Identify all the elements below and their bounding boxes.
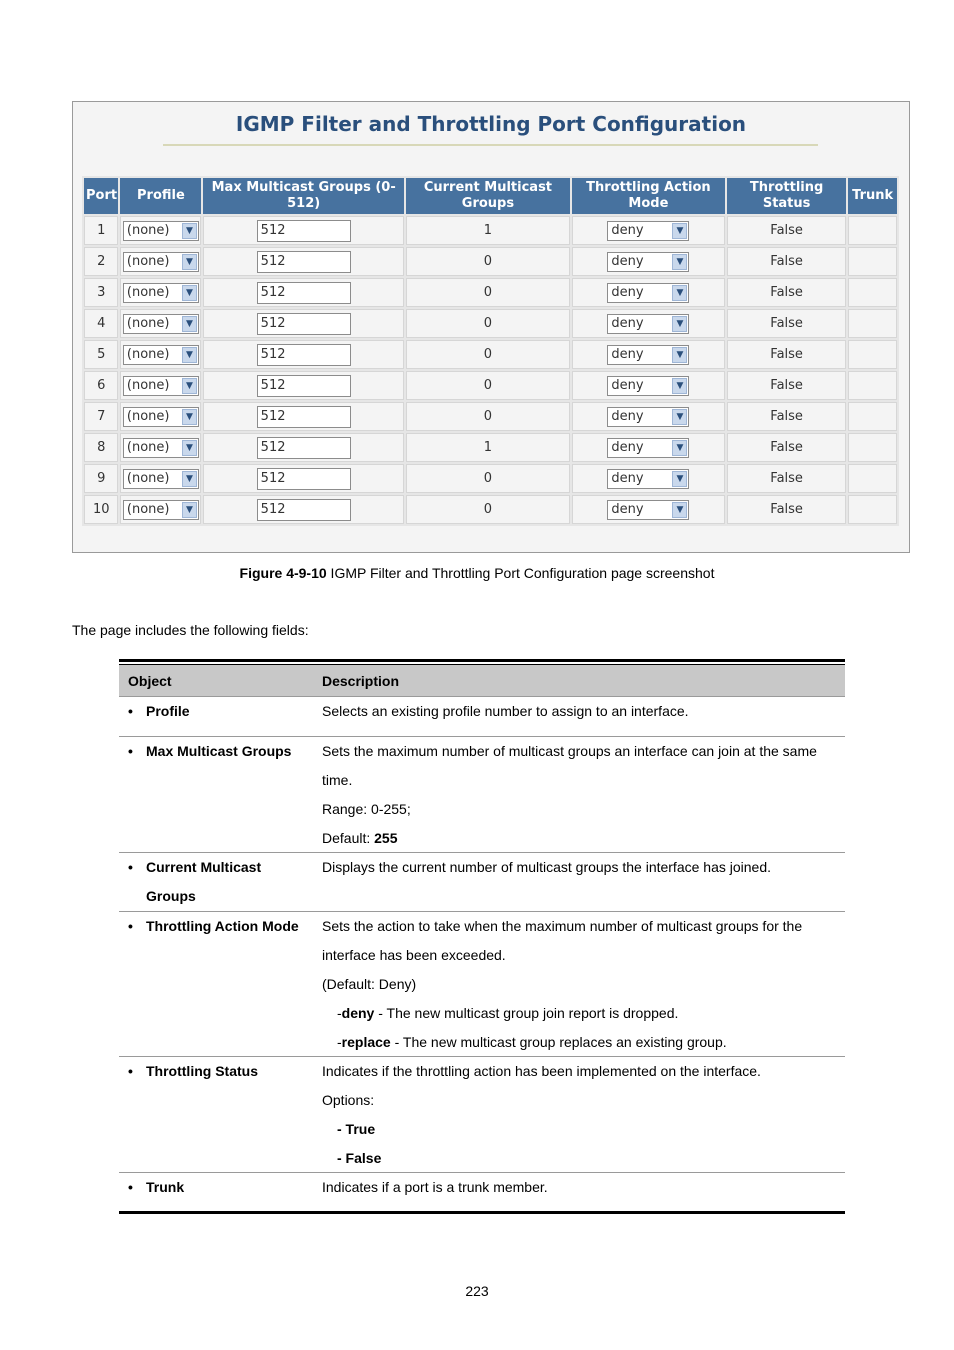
current-groups-cell: 0 — [406, 464, 570, 493]
max-groups-cell — [203, 433, 404, 462]
trunk-cell — [848, 309, 897, 338]
profile-cell — [120, 340, 201, 369]
port-cell: 7 — [84, 402, 118, 431]
header-port: Port — [84, 178, 118, 214]
table-row — [84, 247, 897, 276]
port-cell: 1 — [84, 216, 118, 245]
max-default-value: 255 — [374, 830, 398, 846]
trunk-cell — [848, 340, 897, 369]
max-groups-input[interactable]: 512 — [257, 499, 351, 521]
port-cell: 9 — [84, 464, 118, 493]
bullet-icon: • — [128, 859, 133, 875]
object-throttling-action-mode: Throttling Action Mode — [146, 918, 299, 934]
chevron-down-icon[interactable]: ▼ — [672, 502, 687, 518]
trunk-cell — [848, 433, 897, 462]
trunk-cell — [848, 402, 897, 431]
max-groups-input[interactable]: 512 — [257, 406, 351, 428]
figure-caption-text: IGMP Filter and Throttling Port Configuration page screenshot — [326, 565, 715, 581]
screenshot-title: IGMP Filter and Throttling Port Configuration — [235, 112, 747, 136]
intro-text: The page includes the following fields: — [72, 622, 309, 638]
action-mode-cell — [572, 495, 725, 524]
description-throttling-action-mode: Sets the action to take when the maximum number of multicast groups for the interface has been exceeded. — [322, 918, 803, 963]
chevron-down-icon[interactable]: ▼ — [182, 223, 197, 239]
mode-deny-option: -deny - The new multicast group join report is dropped. — [337, 1005, 679, 1021]
object-profile: Profile — [146, 703, 190, 719]
profile-cell — [120, 247, 201, 276]
throttling-status-cell: False — [727, 464, 846, 493]
current-groups-cell: 1 — [406, 433, 570, 462]
action-mode-select[interactable]: deny ▼ — [607, 314, 689, 334]
bullet-icon: • — [128, 1063, 133, 1079]
profile-cell — [120, 216, 201, 245]
port-cell: 6 — [84, 371, 118, 400]
profile-select[interactable]: (none) ▼ — [123, 500, 199, 520]
action-mode-cell — [572, 278, 725, 307]
max-groups-cell — [203, 216, 404, 245]
profile-cell — [120, 433, 201, 462]
action-mode-cell — [572, 216, 725, 245]
table-row — [84, 340, 897, 369]
action-mode-select[interactable]: deny ▼ — [607, 283, 689, 303]
max-groups-cell — [203, 371, 404, 400]
action-mode-cell — [572, 433, 725, 462]
mode-replace-option: -replace - The new multicast group replaces an existing group. — [337, 1034, 727, 1050]
header-trunk: Trunk — [848, 178, 897, 214]
action-mode-cell — [572, 402, 725, 431]
description-trunk: Indicates if a port is a trunk member. — [322, 1179, 548, 1195]
max-groups-cell — [203, 340, 404, 369]
chevron-down-icon[interactable]: ▼ — [672, 409, 687, 425]
chevron-down-icon[interactable]: ▼ — [182, 254, 197, 270]
profile-cell — [120, 464, 201, 493]
max-groups-input[interactable]: 512 — [257, 375, 351, 397]
current-groups-cell: 0 — [406, 340, 570, 369]
throttling-status-cell: False — [727, 433, 846, 462]
chevron-down-icon[interactable]: ▼ — [182, 409, 197, 425]
table-row — [84, 309, 897, 338]
throttling-status-cell: False — [727, 371, 846, 400]
bullet-icon: • — [128, 918, 133, 934]
action-mode-cell — [572, 371, 725, 400]
chevron-down-icon[interactable]: ▼ — [182, 347, 197, 363]
action-mode-cell — [572, 464, 725, 493]
current-groups-cell: 1 — [406, 216, 570, 245]
header-current-multicast-groups: Current Multicast Groups — [406, 178, 570, 214]
max-groups-cell — [203, 247, 404, 276]
action-mode-select[interactable]: deny ▼ — [607, 500, 689, 520]
max-groups-input[interactable]: 512 — [257, 313, 351, 335]
title-divider — [163, 144, 818, 146]
object-throttling-status: Throttling Status — [146, 1063, 258, 1079]
throttling-status-cell: False — [727, 216, 846, 245]
figure-label: Figure 4-9-10 — [239, 565, 327, 581]
max-range: Range: 0-255; — [322, 801, 411, 817]
max-groups-input[interactable]: 512 — [257, 468, 351, 490]
table-header-row — [84, 178, 897, 214]
table-row — [119, 852, 845, 911]
action-mode-select[interactable]: deny ▼ — [607, 252, 689, 272]
port-cell: 3 — [84, 278, 118, 307]
bullet-icon: • — [128, 1179, 133, 1195]
page-number: 223 — [465, 1283, 489, 1299]
trunk-cell — [848, 464, 897, 493]
current-groups-cell: 0 — [406, 247, 570, 276]
current-groups-cell: 0 — [406, 371, 570, 400]
profile-select[interactable]: (none) ▼ — [123, 407, 199, 427]
description-throttling-status: Indicates if the throttling action has been implemented on the interface. — [322, 1063, 761, 1079]
chevron-down-icon[interactable]: ▼ — [182, 440, 197, 456]
profile-select[interactable]: (none) ▼ — [123, 252, 199, 272]
profile-cell — [120, 495, 201, 524]
profile-cell — [120, 402, 201, 431]
profile-select[interactable]: (none) ▼ — [123, 376, 199, 396]
max-groups-cell — [203, 402, 404, 431]
action-mode-select[interactable]: deny ▼ — [607, 469, 689, 489]
header-profile: Profile — [120, 178, 201, 214]
max-groups-cell — [203, 278, 404, 307]
description-max-multicast-groups: Sets the maximum number of multicast groups an interface can join at the same time. — [322, 743, 817, 788]
max-groups-input[interactable]: 512 — [257, 437, 351, 459]
table-row — [119, 736, 845, 852]
chevron-down-icon[interactable]: ▼ — [672, 471, 687, 487]
chevron-down-icon[interactable]: ▼ — [672, 254, 687, 270]
max-groups-cell — [203, 464, 404, 493]
table-row — [119, 1172, 845, 1211]
object-current-multicast-groups: Current Multicast Groups — [146, 859, 262, 904]
current-groups-cell: 0 — [406, 402, 570, 431]
port-cell: 2 — [84, 247, 118, 276]
port-config-table — [82, 176, 899, 526]
action-mode-select[interactable]: deny ▼ — [607, 376, 689, 396]
table-row — [119, 911, 845, 1056]
max-groups-input[interactable]: 512 — [257, 282, 351, 304]
action-mode-cell — [572, 309, 725, 338]
max-groups-cell — [203, 309, 404, 338]
fields-table — [119, 659, 845, 1214]
port-cell: 4 — [84, 309, 118, 338]
throttling-status-cell: False — [727, 247, 846, 276]
bullet-icon: • — [128, 743, 133, 759]
profile-select[interactable]: (none) ▼ — [123, 314, 199, 334]
table-row — [84, 278, 897, 307]
mode-default: (Default: Deny) — [322, 976, 417, 992]
description-current-multicast-groups: Displays the current number of multicast groups the interface has joined. — [322, 859, 772, 875]
port-cell: 8 — [84, 433, 118, 462]
chevron-down-icon[interactable]: ▼ — [672, 378, 687, 394]
table-row — [119, 1056, 845, 1172]
header-max-multicast-groups: Max Multicast Groups (0-512) — [203, 178, 404, 214]
chevron-down-icon[interactable]: ▼ — [672, 223, 687, 239]
trunk-cell — [848, 278, 897, 307]
description-profile: Selects an existing profile number to assign to an interface. — [322, 703, 689, 719]
port-cell: 10 — [84, 495, 118, 524]
max-groups-input[interactable]: 512 — [257, 251, 351, 273]
throttling-status-cell: False — [727, 278, 846, 307]
throttling-status-cell: False — [727, 402, 846, 431]
status-option-false: - False — [337, 1150, 382, 1166]
action-mode-select[interactable]: deny ▼ — [607, 407, 689, 427]
figure-caption — [0, 565, 954, 581]
table-row — [84, 371, 897, 400]
profile-cell — [120, 278, 201, 307]
profile-select[interactable]: (none) ▼ — [123, 221, 199, 241]
table-row — [84, 433, 897, 462]
trunk-cell — [848, 216, 897, 245]
max-groups-cell — [203, 495, 404, 524]
chevron-down-icon[interactable]: ▼ — [672, 316, 687, 332]
profile-select[interactable]: (none) ▼ — [123, 283, 199, 303]
table-row — [84, 464, 897, 493]
description-column-header: Description — [322, 672, 400, 689]
chevron-down-icon[interactable]: ▼ — [182, 471, 197, 487]
table-row — [119, 696, 845, 736]
action-mode-select[interactable]: deny ▼ — [607, 345, 689, 365]
trunk-cell — [848, 371, 897, 400]
profile-select[interactable]: (none) ▼ — [123, 345, 199, 365]
max-groups-input[interactable]: 512 — [257, 344, 351, 366]
trunk-cell — [848, 495, 897, 524]
action-mode-cell — [572, 247, 725, 276]
throttling-status-cell: False — [727, 495, 846, 524]
chevron-down-icon[interactable]: ▼ — [182, 316, 197, 332]
action-mode-select[interactable]: deny ▼ — [607, 221, 689, 241]
header-throttling-status: Throttling Status — [727, 178, 846, 214]
screenshot-panel — [72, 101, 910, 553]
header-throttling-action-mode: Throttling Action Mode — [572, 178, 725, 214]
current-groups-cell: 0 — [406, 495, 570, 524]
chevron-down-icon[interactable]: ▼ — [672, 285, 687, 301]
table-row — [84, 216, 897, 245]
action-mode-cell — [572, 340, 725, 369]
chevron-down-icon[interactable]: ▼ — [182, 378, 197, 394]
table-row — [84, 495, 897, 524]
profile-cell — [120, 371, 201, 400]
max-groups-input[interactable]: 512 — [257, 220, 351, 242]
port-config-body — [84, 216, 897, 524]
chevron-down-icon[interactable]: ▼ — [182, 285, 197, 301]
chevron-down-icon[interactable]: ▼ — [182, 502, 197, 518]
profile-select[interactable]: (none) ▼ — [123, 438, 199, 458]
status-options-label: Options: — [322, 1092, 375, 1108]
throttling-status-cell: False — [727, 309, 846, 338]
current-groups-cell: 0 — [406, 309, 570, 338]
trunk-cell — [848, 247, 897, 276]
table-row — [84, 402, 897, 431]
port-cell: 5 — [84, 340, 118, 369]
status-option-true: - True — [337, 1121, 376, 1137]
object-max-multicast-groups: Max Multicast Groups — [146, 743, 292, 759]
max-default: Default: 255 — [322, 830, 398, 846]
object-trunk: Trunk — [146, 1179, 185, 1195]
bullet-icon: • — [128, 703, 133, 719]
fields-table-header — [119, 664, 845, 696]
object-column-header: Object — [128, 672, 172, 689]
action-mode-select[interactable]: deny ▼ — [607, 438, 689, 458]
profile-cell — [120, 309, 201, 338]
current-groups-cell: 0 — [406, 278, 570, 307]
chevron-down-icon[interactable]: ▼ — [672, 440, 687, 456]
throttling-status-cell: False — [727, 340, 846, 369]
profile-select[interactable]: (none) ▼ — [123, 469, 199, 489]
chevron-down-icon[interactable]: ▼ — [672, 347, 687, 363]
